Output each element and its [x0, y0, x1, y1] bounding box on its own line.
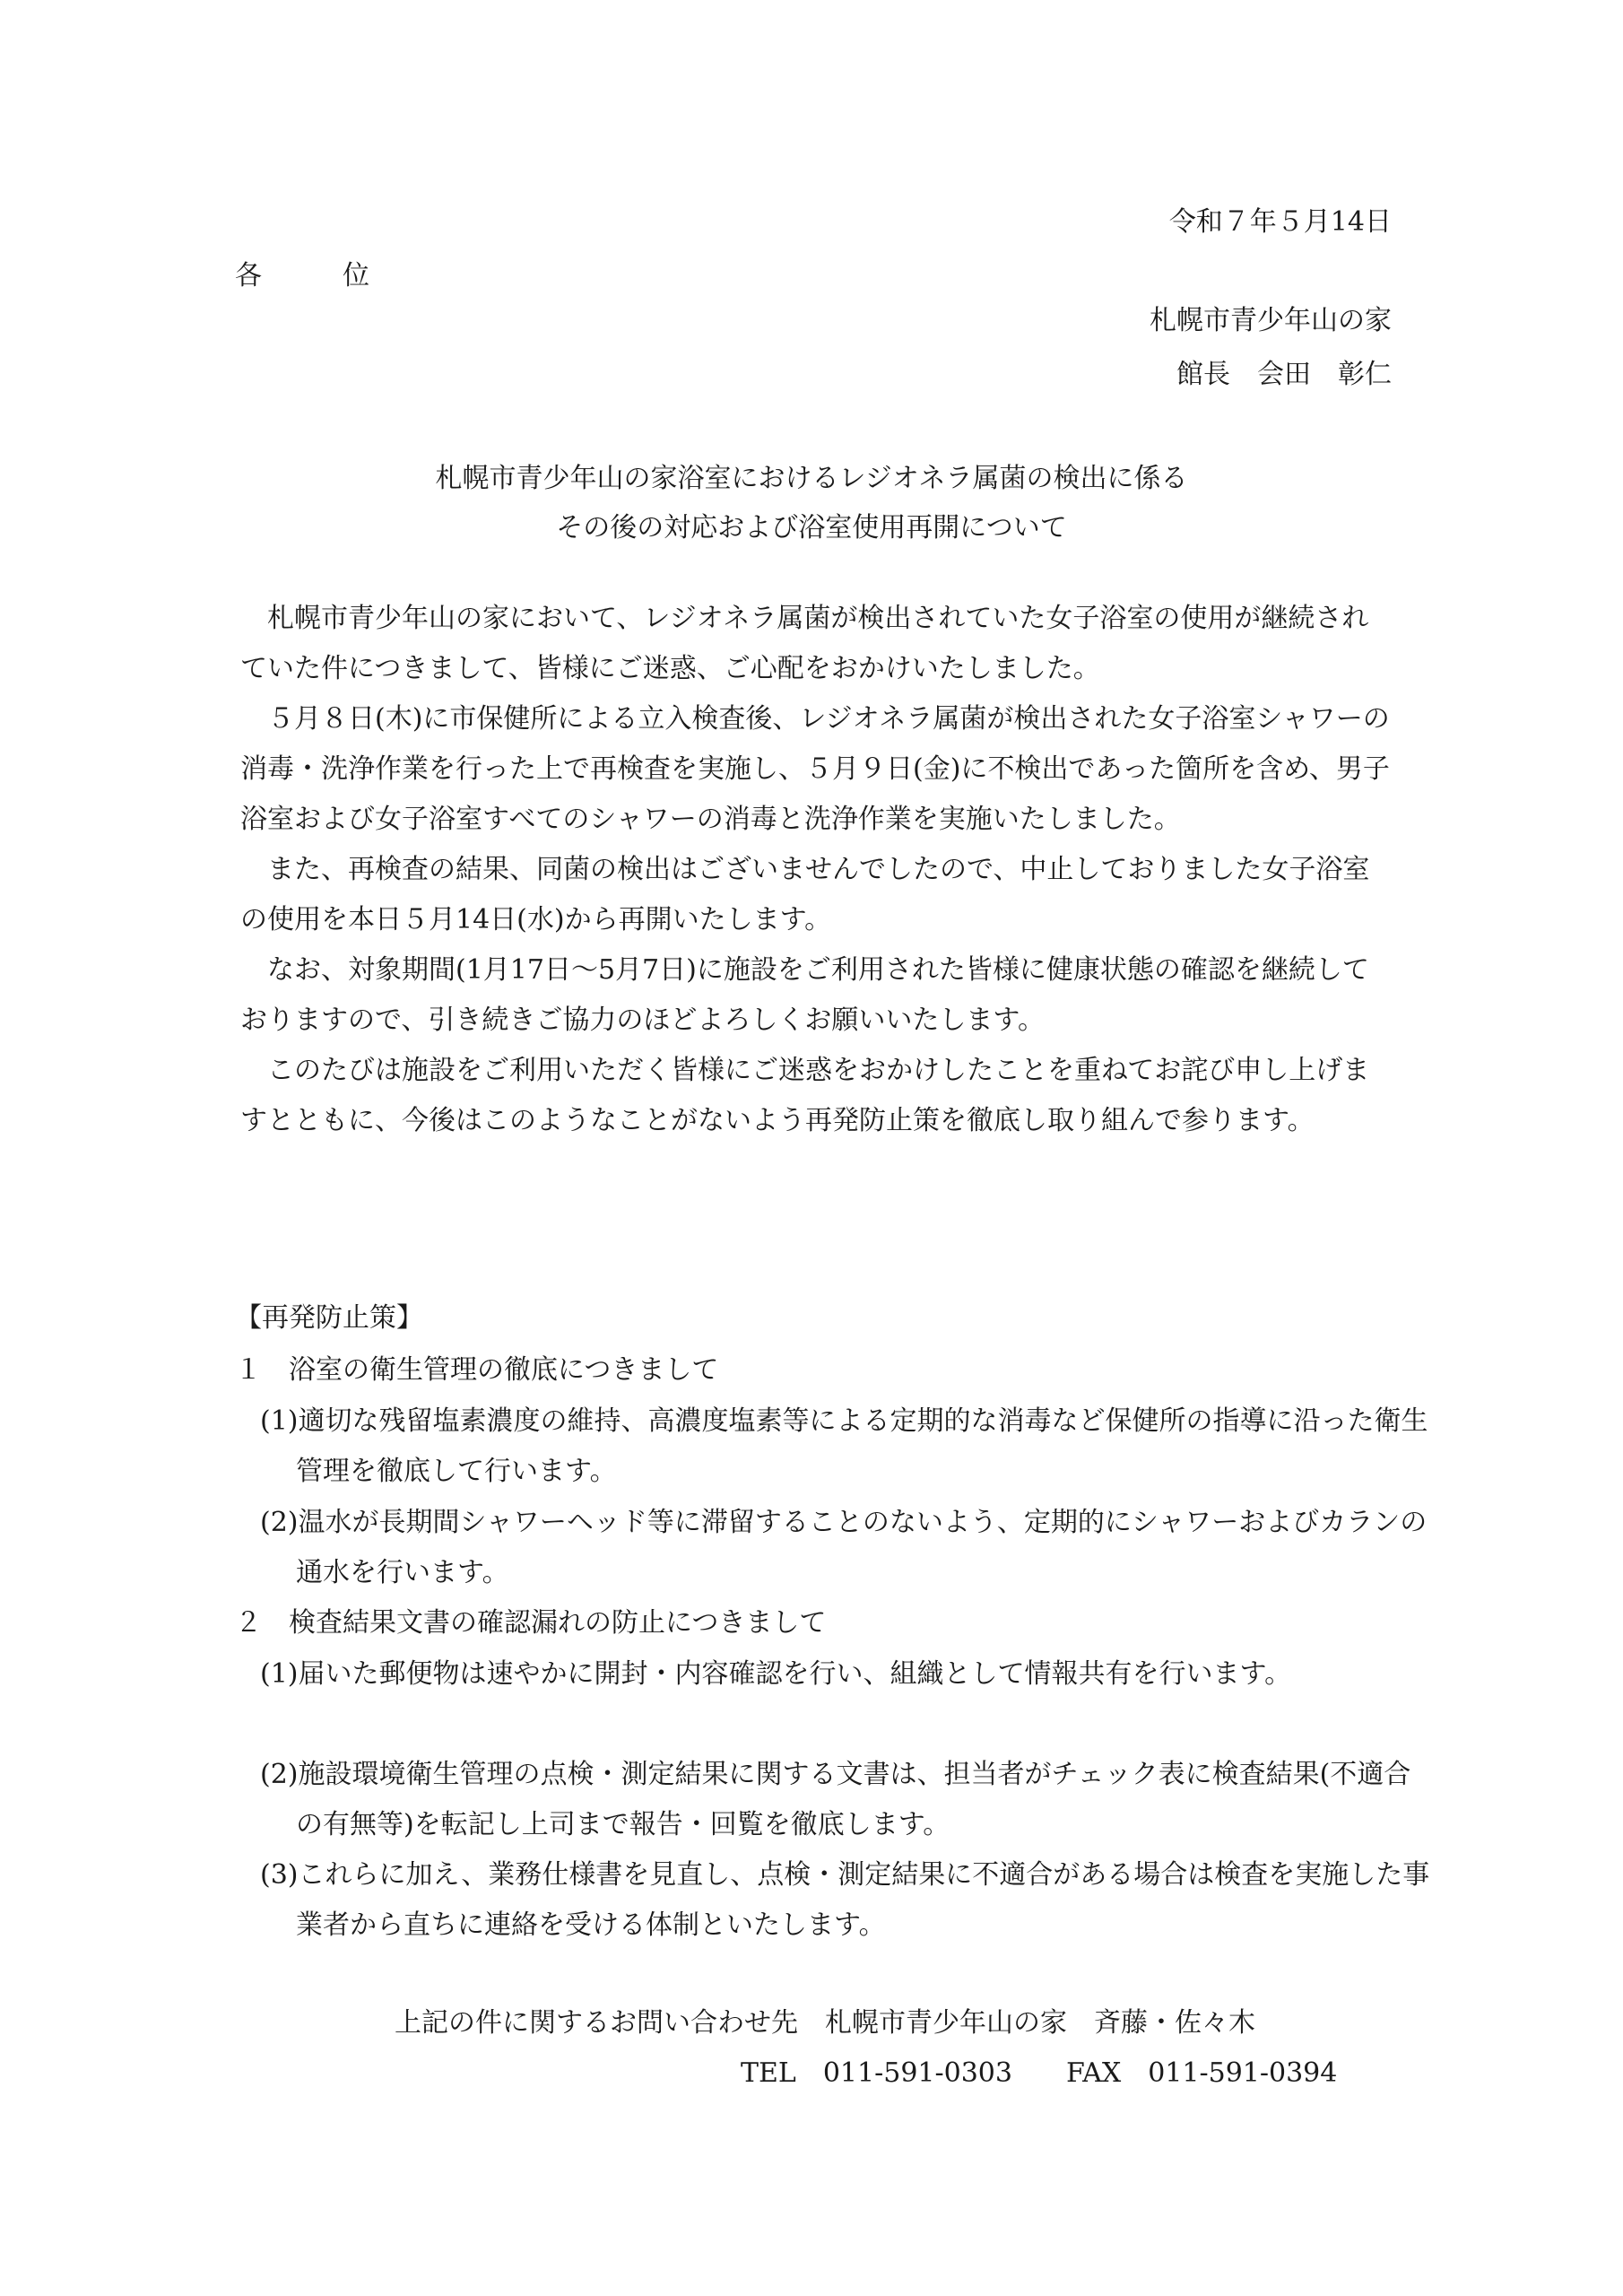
- document-date: 令和７年５月14日: [1168, 206, 1392, 238]
- measures-section-2-item-3: (3)これらに加え、業務仕様書を見直し、点検・測定結果に不適合がある場合は検査を実施した事業者から直ちに連絡を受ける体制といたします。: [260, 1859, 1430, 1941]
- measures-section-1-item-1: (1)適切な残留塩素濃度の維持、高濃度塩素等による定期的な消毒など保健所の指導に沿った衛生管理を徹底して行います。: [260, 1405, 1428, 1487]
- contact-phone-fax: TEL 011-591-0303 FAX 011-591-0394: [741, 2057, 1338, 2089]
- sender-director: 館長 会田 彰仁: [1176, 359, 1392, 390]
- measures-section-2-item-2: (2)施設環境衛生管理の点検・測定結果に関する文書は、担当者がチェック表に検査結果(不適合の有無等)を転記し上司まで報告・回覧を徹底します。: [260, 1759, 1411, 1840]
- contact-line: 上記の件に関するお問い合わせ先 札幌市青少年山の家 斉藤・佐々木: [395, 2007, 1255, 2039]
- body-paragraph-3: また、再検査の結果、同菌の検出はございませんでしたので、中止しておりました女子浴室の使用を本日５月14日(水)から再開いたします。: [240, 854, 1370, 935]
- addressee: 各 位: [235, 260, 369, 291]
- measures-section-1-title: １ 浴室の衛生管理の徹底につきまして: [235, 1354, 719, 1386]
- body-paragraph-4: なお、対象期間(1月17日～5月7日)に施設をご利用された皆様に健康状態の確認を継続しておりますので、引き続きご協力のほどよろしくお願いいたします。: [240, 954, 1369, 1036]
- body-text: [240, 594, 1393, 1146]
- body-paragraph-1: 札幌市青少年山の家において、レジオネラ属菌が検出されていた女子浴室の使用が継続されていた件につきまして、皆様にご迷惑、ご心配をおかけいたしました。: [240, 603, 1369, 684]
- sender-organization: 札幌市青少年山の家: [1150, 305, 1392, 336]
- measures-heading: 【再発防止策】: [235, 1302, 423, 1334]
- measures-section-1-item-2: (2)温水が長期間シャワーヘッド等に滞留することのないよう、定期的にシャワーおよびカランの通水を行います。: [260, 1507, 1428, 1588]
- measures-section-2-item-1: (1)届いた郵便物は速やかに開封・内容確認を行い、組織として情報共有を行います。: [260, 1658, 1292, 1690]
- body-paragraph-5: このたびは施設をご利用いただく皆様にご迷惑をおかけしたことを重ねてお詫び申し上げますとともに、今後はこのようなことがないよう再発防止策を徹底し取り組んで参ります。: [240, 1055, 1370, 1136]
- document-title-line-2: その後の対応および浴室使用再開について: [556, 512, 1067, 544]
- measures-section-2-title: ２ 検査結果文書の確認漏れの防止につきまして: [235, 1607, 827, 1639]
- document-title-line-1: 札幌市青少年山の家浴室におけるレジオネラ属菌の検出に係る: [435, 463, 1188, 494]
- body-paragraph-2: ５月８日(木)に市保健所による立入検査後、レジオネラ属菌が検出された女子浴室シャワーの消毒・洗浄作業を行った上で再検査を実施し、５月９日(金)に不検出であった箇所を含め、男子浴室および女子浴室すべてのシャワーの消毒と洗浄作業を実施いたしました。: [240, 703, 1390, 835]
